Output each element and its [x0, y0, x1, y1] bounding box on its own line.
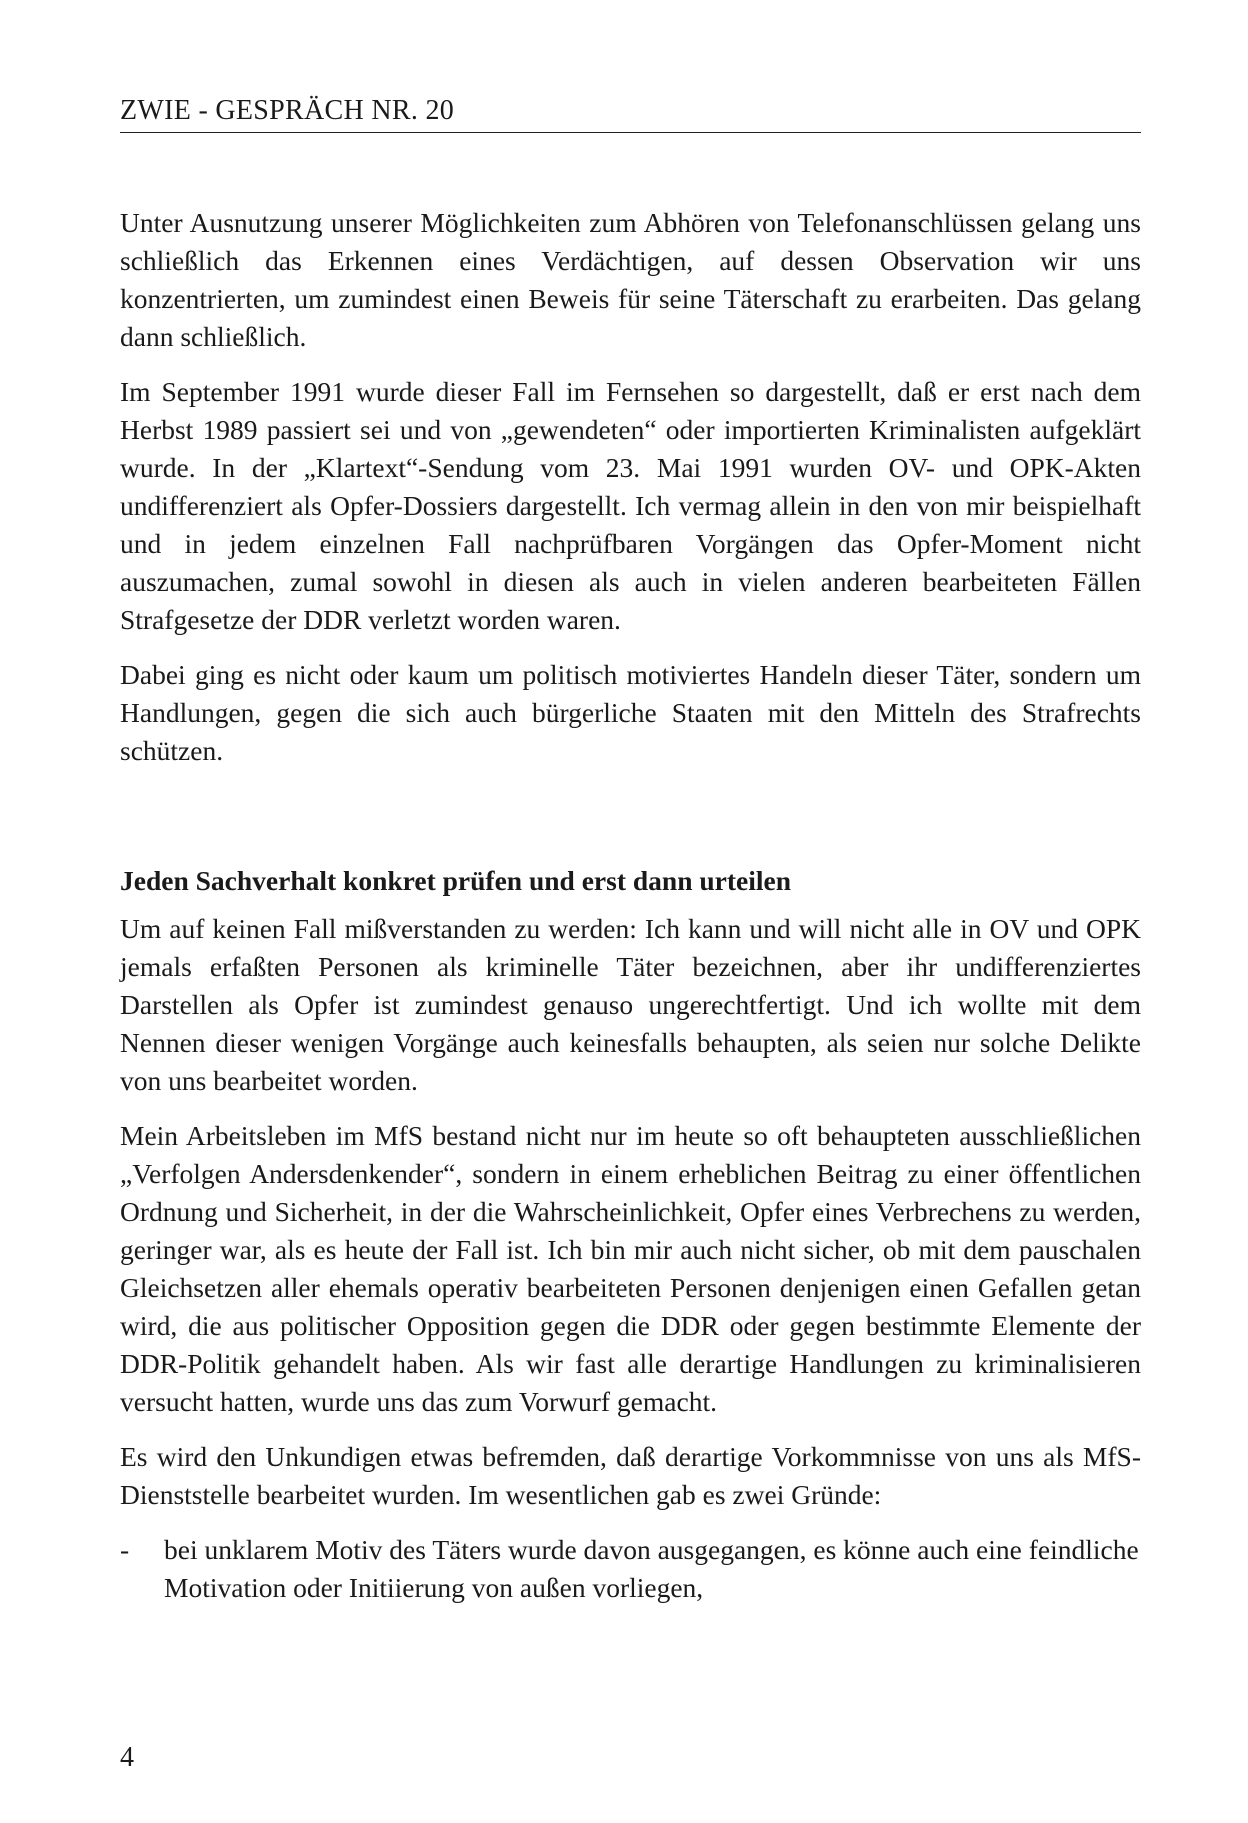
list-item	[120, 1531, 1141, 1607]
running-header	[120, 94, 1141, 133]
dash-marker: -	[120, 1534, 130, 1565]
section-heading: Jeden Sachverhalt konkret prüfen und erst dann urteilen	[120, 865, 792, 896]
reason-list	[120, 1531, 1141, 1607]
paragraph-6: Es wird den Unkundigen etwas befremden, daß derartige Vorkommnisse von uns als MfS-Dienststelle bearbeitet wurden. Im wesentlichen gab es zwei Gründe:	[120, 1441, 1141, 1510]
list-item-text: bei unklarem Motiv des Täters wurde davon ausgegangen, es könne auch eine feindliche Motivation oder Initiierung von außen vorliegen,	[164, 1534, 1139, 1603]
paragraph-5: Mein Arbeitsleben im MfS bestand nicht nur im heute so oft behaupteten ausschließlichen „Verfolgen Andersdenkender“, sondern in einem erheblichen Beitrag zu einer öffentlichen Ordnung und Sicherheit, in der die Wahrscheinlichkeit, Opfer eines Verbrechens zu werden, geringer war, als es heute der Fall ist. Ich bin mir auch nicht sicher, ob mit dem pauschalen Gleichsetzen aller ehemals operativ bearbeiteten Personen denjenigen einen Gefallen getan wird, die aus politischer Opposition gegen die DDR oder gegen bestimmte Elemente der DDR-Politik gehandelt haben. Als wir fast alle derartige Handlungen zu kriminalisieren versucht hatten, wurde uns das zum Vorwurf gemacht.	[120, 1120, 1141, 1417]
header-rule	[120, 132, 1141, 133]
paragraph-1: Unter Ausnutzung unserer Möglichkeiten zum Abhören von Telefonanschlüssen gelang uns schließlich das Erkennen eines Verdächtigen, auf dessen Observation wir uns konzentrierten, um zumindest einen Beweis für seine Täterschaft zu erarbeiten. Das gelang dann schließlich.	[120, 207, 1141, 352]
running-header-title: ZWIE - GESPRÄCH NR. 20	[120, 95, 455, 126]
page-body	[120, 204, 1141, 1607]
paragraph-2: Im September 1991 wurde dieser Fall im Fernsehen so dargestellt, daß er erst nach dem Herbst 1989 passiert sei und von „gewendeten“ oder importierten Kriminalisten aufgeklärt wurde. In der „Klartext“-Sendung vom 23. Mai 1991 wurden OV- und OPK-Akten undifferenziert als Opfer-Dossiers dargestellt. Ich vermag allein in den von mir beispielhaft und in jedem einzelnen Fall nachprüfbaren Vorgängen das Opfer-Moment nicht auszumachen, zumal sowohl in diesen als auch in vielen anderen bearbeiteten Fällen Strafgesetze der DDR verletzt worden waren.	[120, 376, 1141, 635]
paragraph-4: Um auf keinen Fall mißverstanden zu werden: Ich kann und will nicht alle in OV und OPK jemals erfaßten Personen als kriminelle Täter bezeichnen, aber ihr undifferenziertes Darstellen als Opfer ist zumindest genauso ungerechtfertigt. Und ich wollte mit dem Nennen dieser wenigen Vorgänge auch keinesfalls behaupten, als seien nur solche Delikte von uns bearbeitet worden.	[120, 913, 1141, 1096]
page-number: 4	[120, 1742, 134, 1773]
paragraph-3: Dabei ging es nicht oder kaum um politisch motiviertes Handeln dieser Täter, sondern um Handlungen, gegen die sich auch bürgerliche Staaten mit den Mitteln des Strafrechts schützen.	[120, 659, 1141, 766]
